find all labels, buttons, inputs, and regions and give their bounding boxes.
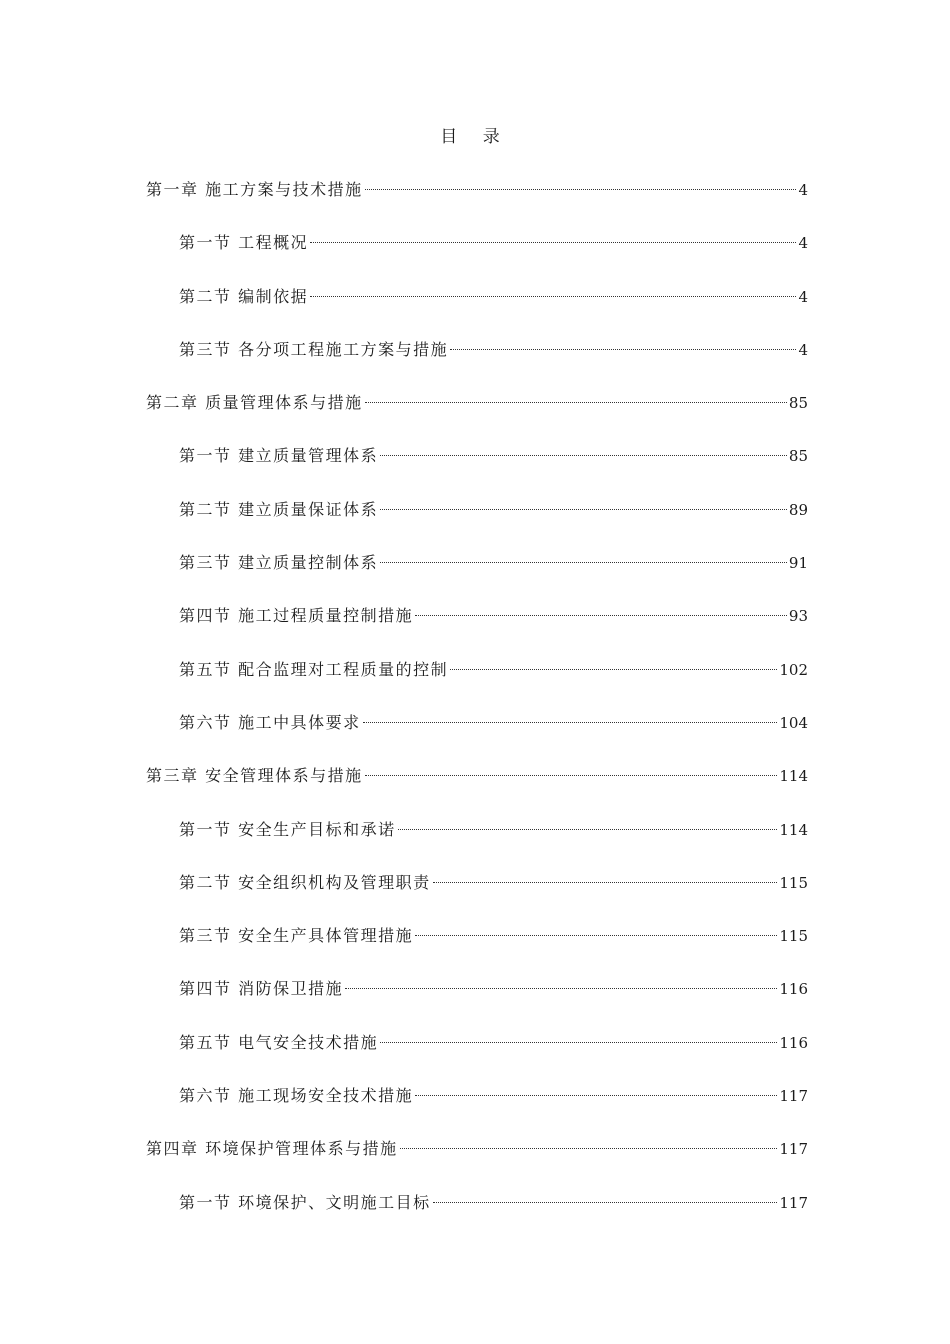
- toc-dot-leader: [415, 935, 777, 936]
- toc-section-entry[interactable]: [146, 1029, 808, 1082]
- toc-entry-label: 第二章 质量管理体系与措施: [146, 393, 363, 413]
- toc-entry-label: 第一节 环境保护、文明施工目标: [179, 1192, 431, 1212]
- toc-dot-leader: [415, 1095, 777, 1096]
- toc-section-entry[interactable]: [146, 496, 808, 549]
- toc-dot-leader: [433, 882, 778, 883]
- toc-page-number: 4: [798, 340, 808, 359]
- toc-page-number: 89: [788, 500, 808, 519]
- toc-entry-label: 第一节 建立质量管理体系: [179, 446, 379, 466]
- toc-dot-leader: [380, 1042, 777, 1043]
- toc-section-entry[interactable]: [146, 602, 808, 655]
- toc-page-number: 116: [779, 980, 808, 999]
- toc-entry-label: 第一章 施工方案与技术措施: [146, 180, 363, 199]
- toc-section-entry[interactable]: [146, 709, 808, 762]
- toc-page-number: 4: [798, 287, 808, 306]
- toc-dot-leader: [310, 296, 796, 297]
- toc-entry-label: 第五节 电气安全技术措施: [179, 1032, 379, 1052]
- toc-page-number: 117: [779, 1140, 808, 1159]
- toc-dot-leader: [380, 562, 787, 563]
- toc-page-number: 117: [779, 1193, 808, 1212]
- toc-section-entry[interactable]: [146, 1189, 808, 1242]
- toc-entry-label: 第三节 安全生产具体管理措施: [179, 926, 414, 946]
- toc-chapter-entry[interactable]: [146, 176, 808, 229]
- toc-dot-leader: [450, 349, 796, 350]
- toc-chapter-entry[interactable]: [146, 762, 808, 815]
- toc-entry-label: 第二节 安全组织机构及管理职责: [179, 872, 431, 892]
- toc-page-number: 115: [779, 873, 808, 892]
- toc-entry-label: 第四章 环境保护管理体系与措施: [146, 1139, 398, 1159]
- toc-dot-leader: [398, 829, 778, 830]
- toc-section-entry[interactable]: [146, 656, 808, 709]
- toc-section-entry[interactable]: [146, 442, 808, 495]
- toc-dot-leader: [415, 615, 787, 616]
- toc-chapter-entry[interactable]: [146, 389, 808, 442]
- toc-section-entry[interactable]: [146, 336, 808, 389]
- toc-dot-leader: [450, 669, 777, 670]
- toc-dot-leader: [365, 775, 778, 776]
- toc-section-entry[interactable]: [146, 1082, 808, 1135]
- toc-title: 目 录: [440, 127, 510, 147]
- toc-entry-label: 第二节 编制依据: [179, 286, 309, 306]
- toc-entry-label: 第三节 建立质量控制体系: [179, 553, 379, 573]
- toc-dot-leader: [365, 402, 787, 403]
- toc-page-number: 93: [788, 607, 808, 626]
- toc-chapter-entry[interactable]: [146, 1135, 808, 1188]
- toc-dot-leader: [310, 242, 796, 243]
- toc-section-entry[interactable]: [146, 922, 808, 975]
- toc-section-entry[interactable]: [146, 229, 808, 282]
- toc-entry-label: 第四节 消防保卫措施: [179, 979, 344, 999]
- toc-page-number: 117: [779, 1087, 808, 1106]
- toc-page-number: 102: [779, 660, 808, 679]
- toc-page-number: 91: [788, 554, 808, 573]
- toc-section-entry[interactable]: [146, 816, 808, 869]
- toc-page-number: 115: [779, 927, 808, 946]
- toc-entry-label: 第三节 各分项工程施工方案与措施: [179, 339, 449, 359]
- toc-dot-leader: [433, 1202, 778, 1203]
- toc-entry-label: 第四节 施工过程质量控制措施: [179, 606, 414, 626]
- toc-page-number: 114: [779, 767, 808, 786]
- toc-dot-leader: [380, 509, 787, 510]
- toc-page-number: 104: [779, 713, 808, 732]
- toc-page-number: 4: [798, 181, 808, 199]
- toc-page-number: 4: [798, 234, 808, 253]
- toc-entry-label: 第五节 配合监理对工程质量的控制: [179, 659, 449, 679]
- toc-section-entry[interactable]: [146, 975, 808, 1028]
- toc-entry-label: 第三章 安全管理体系与措施: [146, 766, 363, 786]
- toc-dot-leader: [380, 455, 787, 456]
- toc-entry-label: 第六节 施工中具体要求: [179, 712, 361, 732]
- toc-dot-leader: [400, 1148, 778, 1149]
- toc-section-entry[interactable]: [146, 283, 808, 336]
- toc-section-entry[interactable]: [146, 549, 808, 602]
- toc-entry-label: 第六节 施工现场安全技术措施: [179, 1086, 414, 1106]
- toc-dot-leader: [345, 988, 777, 989]
- toc-dot-leader: [365, 189, 797, 190]
- toc-page-number: 85: [788, 394, 808, 413]
- toc-page-number: 116: [779, 1033, 808, 1052]
- toc-entry-label: 第二节 建立质量保证体系: [179, 499, 379, 519]
- toc-entry-label: 第一节 工程概况: [179, 233, 309, 253]
- toc-list: [146, 176, 808, 1242]
- toc-page-number: 114: [779, 820, 808, 839]
- toc-page-number: 85: [788, 447, 808, 466]
- toc-entry-label: 第一节 安全生产目标和承诺: [179, 819, 396, 839]
- toc-dot-leader: [363, 722, 778, 723]
- toc-section-entry[interactable]: [146, 869, 808, 922]
